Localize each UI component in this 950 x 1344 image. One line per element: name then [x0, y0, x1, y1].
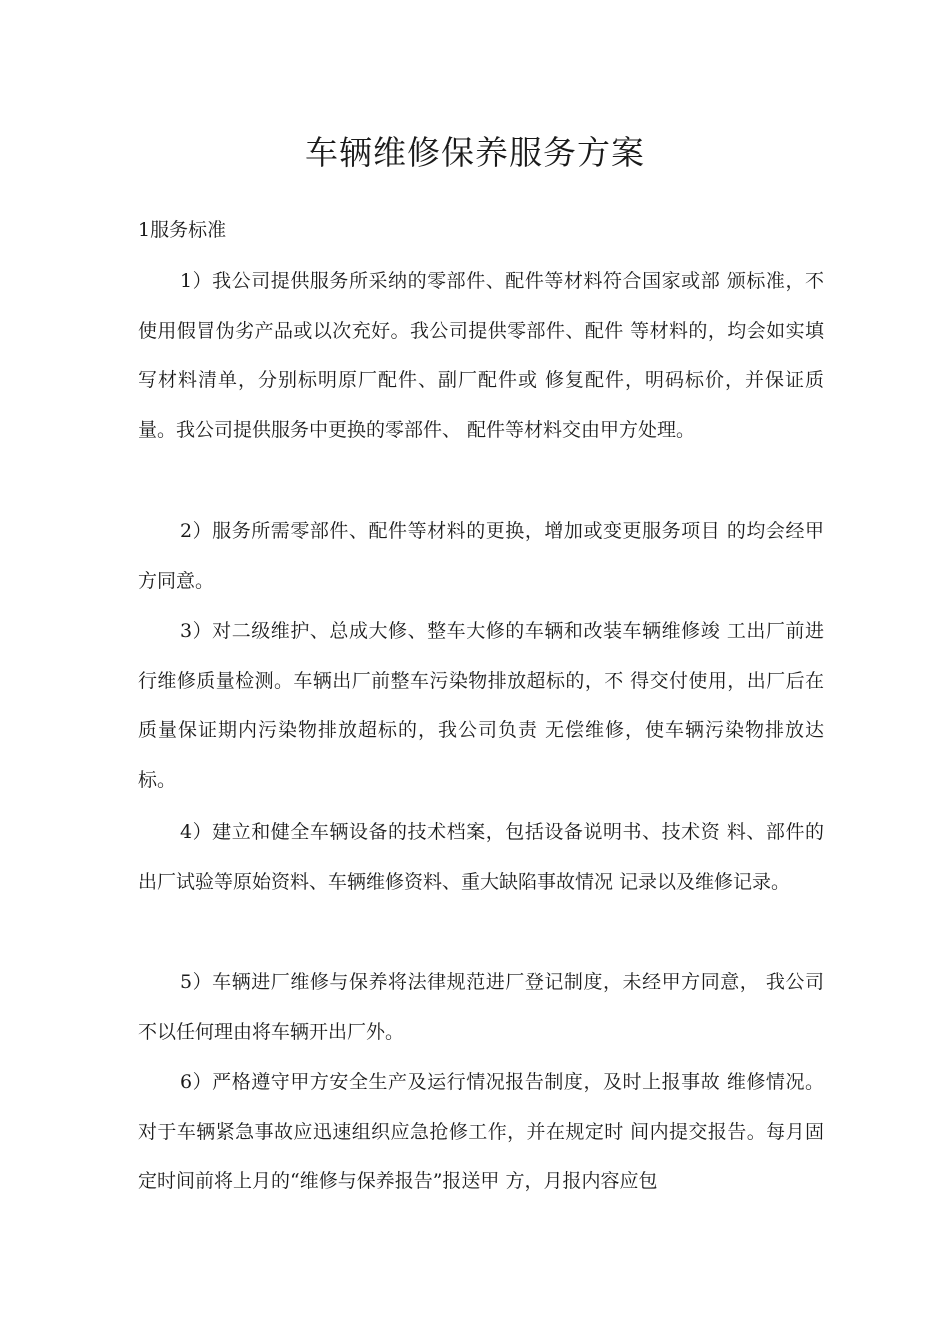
paragraph-4: 4）建立和健全车辆设备的技术档案，包括设备说明书、技术资 料、部件的出厂试验等原始资料、车辆维修资料、重大缺陷事故情况 记录以及维修记录。: [138, 821, 824, 893]
paragraph-1: 1）我公司提供服务所采纳的零部件、配件等材料符合国家或部 颁标准，不使用假冒伪劣产品或以次充好。我公司提供零部件、配件 等材料的，均会如实填写材料清单，分别标明原厂配件、副厂配件或 修复配件，明码标价，并保证质量。我公司提供服务中更换的零部件、 配件等材料交由甲方处理。: [138, 270, 824, 441]
document-title: 车辆维修保养服务方案: [305, 133, 645, 172]
section-heading: 1服务标准: [138, 219, 227, 241]
paragraph-6: 6）严格遵守甲方安全生产及运行情况报告制度，及时上报事故 维修情况。对于车辆紧急事故应迅速组织应急抢修工作，并在规定时 间内提交报告。每月固定时间前将上月的“维修与保养报告”报送甲 方，月报内容应包: [138, 1071, 824, 1192]
paragraph-5: 5）车辆进厂维修与保养将法律规范进厂登记制度，未经甲方同意， 我公司不以任何理由将车辆开出厂外。: [138, 971, 824, 1043]
paragraph-2: 2）服务所需零部件、配件等材料的更换，增加或变更服务项目 的均会经甲方同意。: [138, 520, 824, 592]
paragraph-3: 3）对二级维护、总成大修、整车大修的车辆和改装车辆维修竣 工出厂前进行维修质量检测。车辆出厂前整车污染物排放超标的，不 得交付使用，出厂后在质量保证期内污染物排放超标的，我公司负责 无偿维修，使车辆污染物排放达标。: [138, 620, 824, 791]
